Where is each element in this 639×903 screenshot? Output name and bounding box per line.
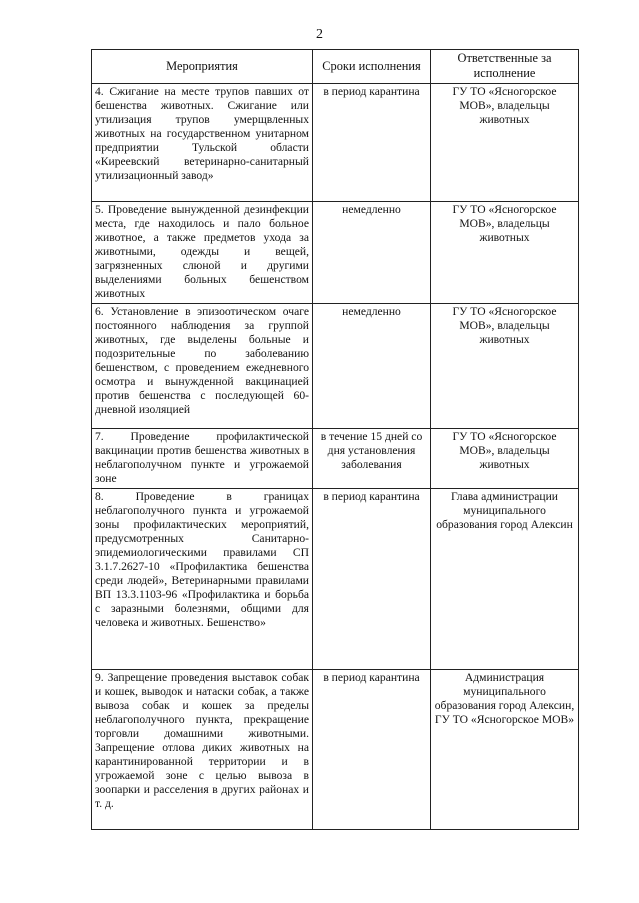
header-deadline: Сроки исполнения (313, 50, 431, 84)
responsible-cell: ГУ ТО «Ясногорское МОВ», владельцы животных (431, 84, 579, 202)
header-measures: Мероприятия (92, 50, 313, 84)
table-row (92, 202, 579, 304)
table-row (92, 304, 579, 429)
measures-table (91, 49, 579, 830)
deadline-cell: в течение 15 дней со дня установления заболевания (313, 429, 431, 489)
table-row (92, 429, 579, 489)
deadline-cell: в период карантина (313, 489, 431, 670)
table-row (92, 670, 579, 830)
header-responsible: Ответственные за исполнение (431, 50, 579, 84)
table-header-row (92, 50, 579, 84)
measure-cell: 9. Запрещение проведения выставок собак и кошек, выводок и натаски собак, а также вывоза собак и кошек за пределы неблагополучного пункта, прекращение торговли домашними животными. Запрещение отлова диких животных на карантинированной территории и в угрожаемой зоне с целью вывоза в зоопарки и расселения в других районах и т. д. (92, 670, 313, 830)
measure-cell: 4. Сжигание на месте трупов павших от бешенства животных. Сжигание или утилизация трупов умерщвленных животных на государственном унитарном предприятии Тульской области «Киреевский ветеринарно-санитарный утилизационный завод» (92, 84, 313, 202)
responsible-cell: ГУ ТО «Ясногорское МОВ», владельцы животных (431, 429, 579, 489)
deadline-cell: немедленно (313, 304, 431, 429)
deadline-cell: немедленно (313, 202, 431, 304)
deadline-cell: в период карантина (313, 84, 431, 202)
measure-cell: 7. Проведение профилактической вакцинации против бешенства животных в неблагополучном пункте и угрожаемой зоне (92, 429, 313, 489)
table-row (92, 489, 579, 670)
responsible-cell: Администрация муниципального образования город Алексин, ГУ ТО «Ясногорское МОВ» (431, 670, 579, 830)
responsible-cell: ГУ ТО «Ясногорское МОВ», владельцы животных (431, 202, 579, 304)
responsible-cell: ГУ ТО «Ясногорское МОВ», владельцы животных (431, 304, 579, 429)
page-number: 2 (316, 27, 323, 42)
measure-cell: 5. Проведение вынужденной дезинфекции места, где находилось и пало больное животное, а также предметов ухода за животными, одежды и вещей, загрязненных слюной и другими выделениями больных бешенством животных (92, 202, 313, 304)
responsible-cell: Глава администрации муниципального образования город Алексин (431, 489, 579, 670)
table-row (92, 84, 579, 202)
measure-cell: 6. Установление в эпизоотическом очаге постоянного наблюдения за группой животных, где выделены больные и подозрительные по заболеванию бешенством, с проведением ежедневного осмотра и вынужденной вакцинацией против бешенства с последующей 60-дневной изоляцией (92, 304, 313, 429)
deadline-cell: в период карантина (313, 670, 431, 830)
measure-cell: 8. Проведение в границах неблагополучного пункта и угрожаемой зоны профилактических мероприятий, предусмотренных Санитарно-эпидемиологическими правилами СП 3.1.7.2627-10 «Профилактика бешенства среди людей», Ветеринарными правилами ВП 13.3.1103-96 «Профилактика и борьба с заразными болезнями, общими для человека и животных. Бешенство» (92, 489, 313, 670)
